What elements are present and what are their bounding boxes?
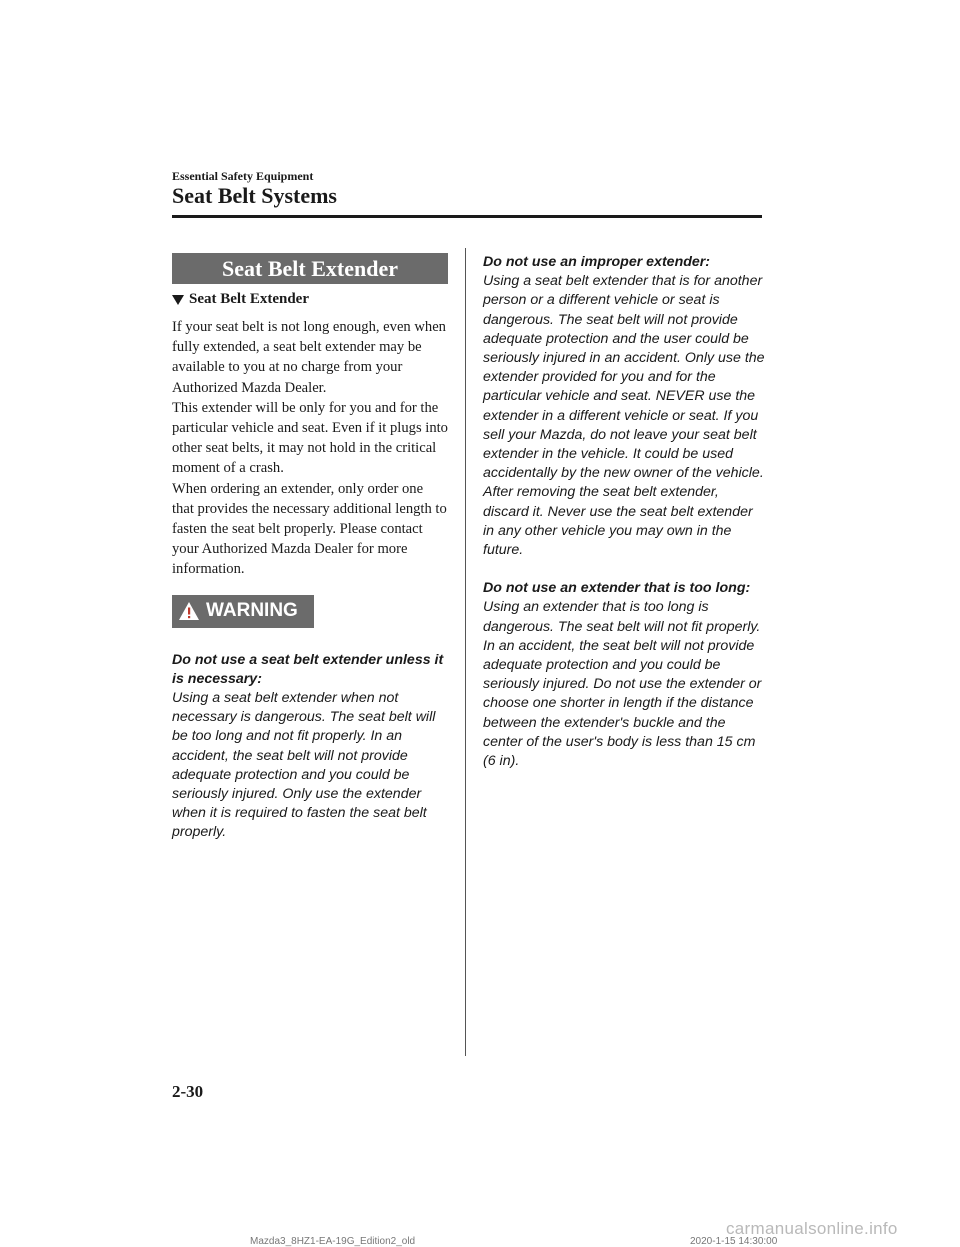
body-paragraph: If your seat belt is not long enough, even when fully extended, a seat belt extender may be available to you at no charge from your Authorized Mazda Dealer. bbox=[172, 319, 446, 396]
body-paragraph: When ordering an extender, only order one that provides the necessary additional length to fasten the seat belt properly. Please contact your Authorized Mazda Dealer for more information. bbox=[172, 480, 447, 578]
warning-text: Using a seat belt extender that is for another person or a different vehicle or seat is dangerous. The seat belt will not provide adequate protection and the user could be seriously injured in an accident. Only use the extender provided for you and for the particular vehicle and seat. NEVER use the extender in a different vehicle or seat. If you sell your Mazda, do not leave your seat belt extender in the vehicle. It could be used accidentally by the new owner of the vehicle. After removing the seat belt extender, discard it. Never use the seat belt extender in any other vehicle you may own in the future. bbox=[483, 273, 765, 559]
section-title: Seat Belt Systems bbox=[172, 183, 337, 208]
column-divider bbox=[465, 248, 466, 1056]
triangle-down-icon bbox=[172, 295, 184, 305]
footer-doc-id: Mazda3_8HZ1-EA-19G_Edition2_old bbox=[250, 1236, 416, 1247]
warning-text: Using a seat belt extender when not necessary is dangerous. The seat belt will be too long and not fit properly. In an accident, the seat belt will not provide adequate protection and you could be seriously injured. Only use the extender when it is required to fasten the seat belt properly. bbox=[172, 690, 436, 841]
warning-heading: Do not use an extender that is too long: bbox=[483, 580, 751, 597]
warning-item bbox=[483, 579, 765, 771]
body-paragraph: This extender will be only for you and for the particular vehicle and seat. Even if it plugs into other seat belts, it may not hold in the critical moment of a crash. bbox=[172, 399, 448, 477]
footer-timestamp: 2020-1-15 14:30:00 bbox=[690, 1236, 778, 1247]
title-rule bbox=[172, 215, 762, 218]
subheading bbox=[172, 291, 448, 308]
warning-text: Using an extender that is too long is dangerous. The seat belt will not fit properly. In an accident, the seat belt will not provide adequate protection and you could be seriously injured. Do not use the extender or choose one shorter in length if the distance between the extender's buckle and the center of the user's body is less than 15 cm (6 in). bbox=[483, 599, 762, 770]
warning-item bbox=[172, 651, 448, 843]
subheading-label: Seat Belt Extender bbox=[189, 291, 309, 307]
warning-badge bbox=[172, 595, 314, 628]
body-text bbox=[172, 317, 448, 580]
warning-triangle-icon bbox=[178, 601, 200, 621]
warning-label: WARNING bbox=[206, 600, 298, 622]
left-column bbox=[172, 253, 448, 843]
chapter-label: Essential Safety Equipment bbox=[172, 169, 314, 183]
section-banner: Seat Belt Extender bbox=[172, 253, 448, 284]
warning-heading: Do not use an improper extender: bbox=[483, 254, 711, 270]
watermark: carmanualsonline.info bbox=[726, 1219, 898, 1238]
warning-item bbox=[483, 253, 765, 560]
page-number: 2-30 bbox=[172, 1082, 204, 1101]
warning-heading: Do not use a seat belt extender unless it is necessary: bbox=[172, 651, 444, 687]
right-column bbox=[483, 253, 765, 771]
